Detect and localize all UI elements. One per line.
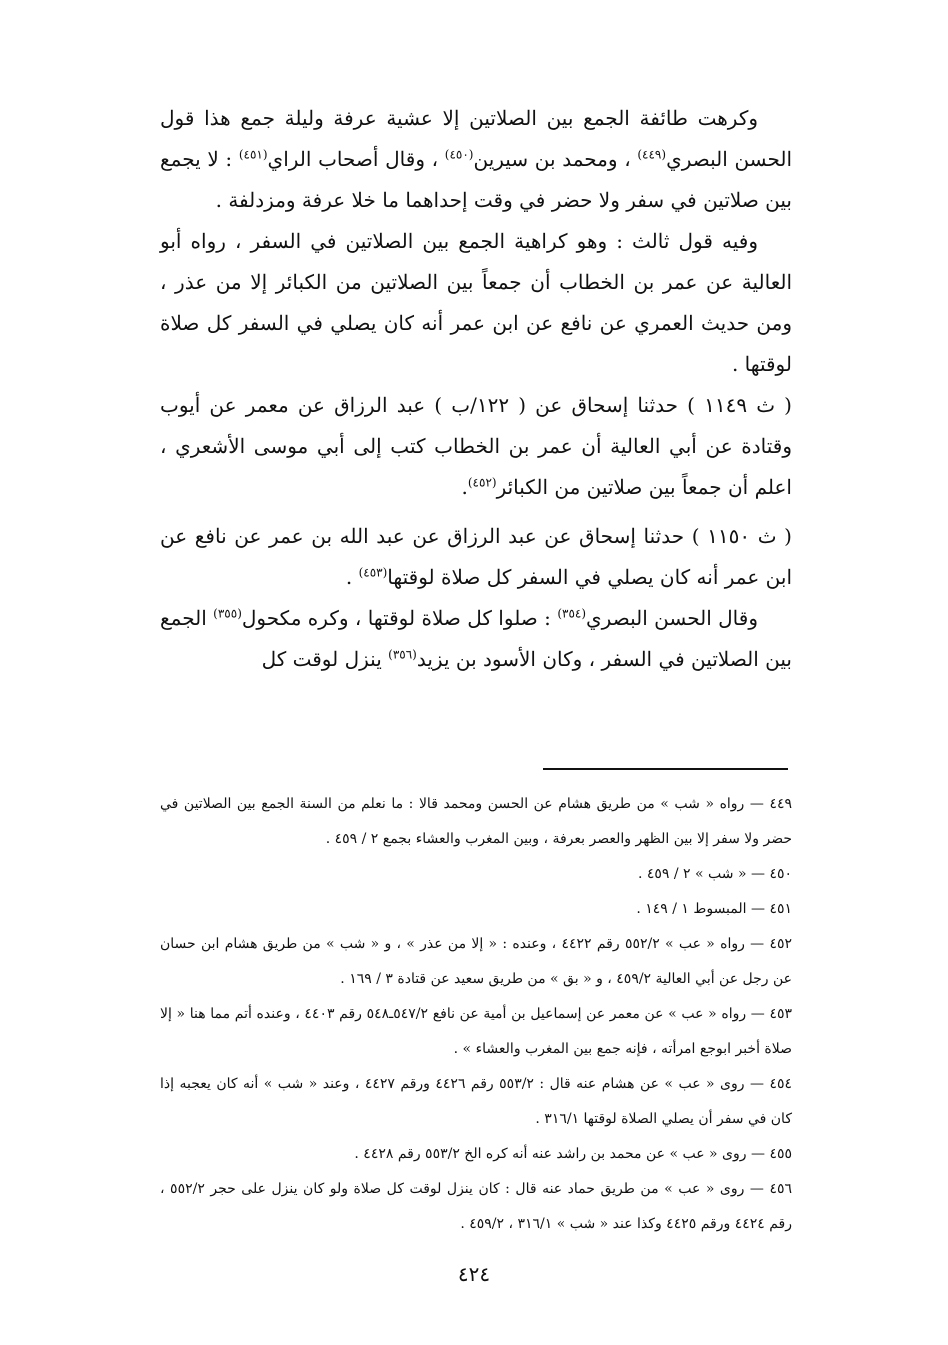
page-number: ٤٢٤: [457, 1262, 491, 1286]
footnote-ref-451: (٤٥١): [238, 147, 268, 162]
footnote-450: ٤٥٠ — « شب » ٢ / ٤٥٩ .: [637, 866, 792, 882]
footnote-451: ٤٥١ — المبسوط ١ / ١٤٩ .: [636, 901, 792, 917]
footnote-453: ٤٥٣ — رواه « عب » عن معمر عن إسماعيل بن أمية عن نافع ٥٤٧/٢ـ٥٤٨ رقم ٤٤٠٣ ، وعنده أتم مما هنا « إلا صلاة أخبر ابوجع امرأته ، فإنه جمع بين المغرب والعشاء » .: [160, 1006, 793, 1057]
footnote-ref-449: (٤٤٩): [637, 147, 667, 162]
footnote-ref-453: (٤٥٣): [358, 565, 388, 580]
footnote-separator: [543, 768, 788, 770]
paragraph-1-text-d: : لا يجمع بين صلاتين في سفر ولا حضر في وقت إحداهما ما خلا عرفة ومزدلفة .: [160, 147, 792, 212]
main-text: [160, 98, 792, 680]
footnote-449: ٤٤٩ — رواه « شب » من طريق هشام عن الحسن ومحمد قالا : ما نعلم من السنة الجمع بين الصلاتين في حضر ولا سفر إلا بين الظهر والعصر بعرفة ، وبين المغرب والعشاء بجمع ٢ / ٤٥٩ .: [160, 796, 792, 847]
paragraph-5-text-c: الجمع بين الصلاتين في السفر ، وكان الأسود بن يزيد: [160, 606, 792, 671]
paragraph-5-text-a: وقال الحسن البصري: [586, 606, 758, 630]
paragraph-4: [160, 516, 792, 598]
footnotes: [160, 787, 792, 1242]
paragraph-4-text: ( ث ١١٥٠ ) حدثنا إسحاق عن عبد الرزاق عن عبد الله بن عمر عن نافع عن ابن عمر أنه كان يصلي في السفر كل صلاة لوقتها: [160, 524, 792, 589]
paragraph-2-text: وفيه قول ثالث : وهو كراهية الجمع بين الصلاتين في السفر ، رواه أبو العالية عن عمر بن الخطاب أن جمعاً بين الصلاتين من الكبائر إلا من عذر ، ومن حديث العمري عن نافع عن ابن عمر أنه كان يصلي في السفر كل صلاة لوقتها .: [160, 229, 792, 376]
paragraph-3-text: ( ث ١١٤٩ ) حدثنا إسحاق عن ( ١٢٢/ب ) عبد الرزاق عن معمر عن أيوب وقتادة عن أبي العالية أن عمر بن الخطاب كتب إلى أبي موسى الأشعري ، اعلم أن جمعاً بين صلاتين من الكبائر: [160, 393, 792, 499]
paragraph-5-text-b: : صلوا كل صلاة لوقتها ، وكره مكحول: [241, 606, 551, 630]
paragraph-1-text-c: ، وقال أصحاب الراي: [267, 147, 439, 171]
paragraph-2: [160, 221, 792, 385]
footnote-ref-452: (٤٥٢): [467, 475, 497, 490]
footnote-ref-355: (٣٥٥): [213, 606, 242, 621]
footnote-ref-450: (٤٥٠): [444, 147, 474, 162]
paragraph-4-end: .: [345, 565, 353, 589]
paragraph-3-end: .: [461, 475, 468, 499]
footnote-ref-354: (٣٥٤): [557, 606, 587, 621]
paragraph-5: [160, 598, 792, 680]
paragraph-1-text-a: وكرهت طائفة الجمع بين الصلاتين إلا عشية عرفة وليلة جمع هذا قول الحسن البصري: [160, 106, 793, 171]
paragraph-5-text-d: ينزل لوقت كل: [261, 647, 382, 671]
footnote-ref-356: (٣٥٦): [388, 647, 417, 662]
paragraph-1: [160, 98, 792, 221]
footnote-456: ٤٥٦ — روى « عب » من طريق حماد عنه قال : كان ينزل لوقت كل صلاة ولو كان ينزل على حجر ٥٥٢/٢ ، رقم ٤٤٢٤ ورقم ٤٤٢٥ وكذا عند « شب » ٣١٦/١ ، ٤٥٩/٢ .: [160, 1181, 792, 1232]
footnote-455: ٤٥٥ — روى « عب » عن محمد بن راشد عنه أنه كره الخ ٥٥٣/٢ رقم ٤٤٢٨ .: [354, 1146, 792, 1162]
footnote-454: ٤٥٤ — روى « عب » عن هشام عنه قال : ٥٥٣/٢ رقم ٤٤٢٦ ورقم ٤٤٢٧ ، وعند « شب » أنه كان يعجبه إذا كان في سفر أن يصلي الصلاة لوقتها ٣١٦/١ .: [160, 1076, 792, 1127]
paragraph-1-text-b: ، ومحمد بن سيرين: [473, 147, 631, 171]
paragraph-3: [160, 385, 792, 508]
footnote-452: ٤٥٢ — رواه « عب » ٥٥٢/٢ رقم ٤٤٢٢ ، وعنده : « إلا من عذر » ، و « شب » من طريق هشام ابن حسان عن رجل عن أبي العالية ٤٥٩/٢ ، و « بق » من طريق سعيد عن قتادة ٣ / ١٦٩ .: [160, 936, 793, 987]
